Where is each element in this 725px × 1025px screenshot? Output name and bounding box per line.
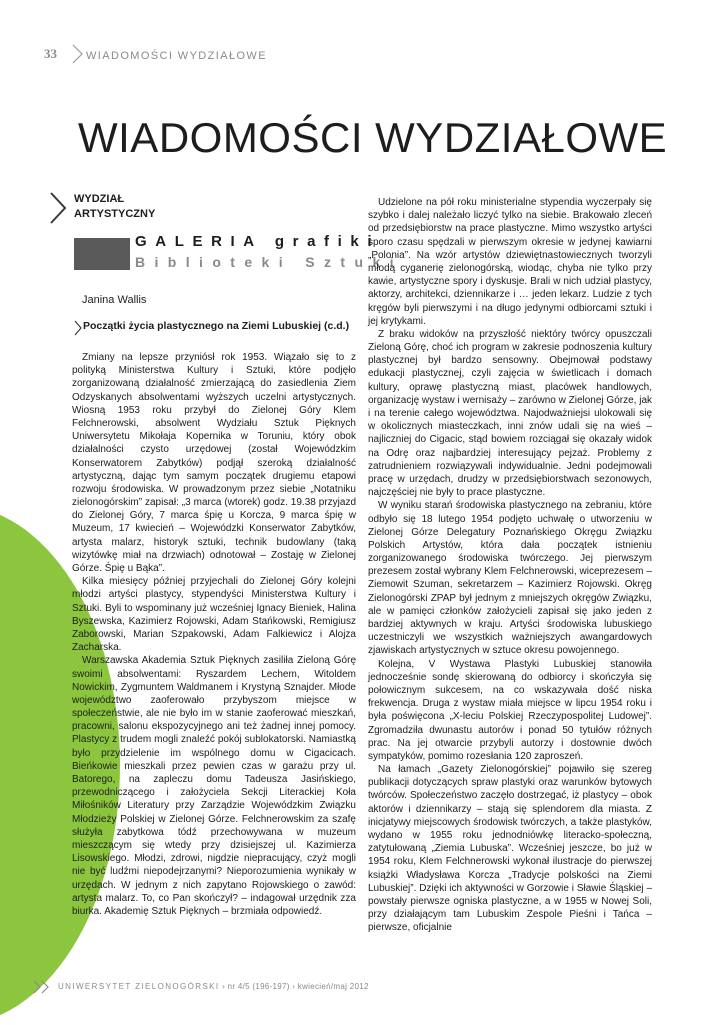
paragraph: Warszawska Akademia Sztuk Pięknych zasiliła Zieloną Górę swoimi absolwentami: Ryszardem Lechem, Witoldem Nowickim, Zygmuntem Waldmanem i Krystyną Sznajder. Młode województwo zaoferowało przybyszom miejsce w społeczeństwie, ale nie było im w stanie zaoferować mieszkań, pracowni, salonu ekspozycyjnego ani też żadnej innej pomocy. Plastycy z trudem mogli znaleźć pokój sublokatorski. Namiastką było przydzielenie im wspólnego domu w Cigacicach. Bieńkowie mieszkali przez pewien czas w garażu przy ul. Batorego, na zapleczu domu Tadeusza Jasińskiego, przewodniczącego i założyciela Sekcji Literackiej Koła Miłośników Literatury przy Zarządzie Wojewódzkim Związku Młodzieży Polskiej w Zielonej Górze. Felchnerowskim za szafę służyła zabytkowa tódź przechowywana w muzeum mieszczącym się wtedy przy dzisiejszej ul. Kazimierza Lisowskiego. Młodzi, zdrowi, nigdzie niepracujący, czyż mogli nie być ludźmi niepodejrzanymi? Nieporozumienia wynikały w urzędach. W jednym z nich zapytano Rojowskiego o zawód: artysta malarz. To, co Pan skończył? – indagował urzędnik zza biurka. Akademię Sztuk Pięknych – brzmiała odpowiedź.	[72, 655, 356, 917]
article-author: Janina Wallis	[82, 294, 147, 306]
double-chevron-right-icon	[32, 980, 54, 994]
page-title: WIADOMOŚCI WYDZIAŁOWE	[78, 114, 668, 161]
footer-university: UNIWERSYTET ZIELONOGÓRSKI	[58, 982, 220, 991]
footer	[58, 982, 369, 991]
paragraph: Udzielone na pół roku ministerialne stypendia wyczerpały się szybko i dalej należało liczyć tylko na siebie. Brakowało zleceń od przedsiębiorstw na prace plastyczne. Mimo wszystko artyści sporo czasu spędzali w pierwszym okresie w jedynej kawiarni „Polonia”. Na wzór artystów dziewiętnastowiecznych tworzyli młodą cyganerię zielonogórską, wiodąc, chyba nie tylko przy kawie, artystyczne spory i dyskusje. Brali w nich udział plastycy, aktorzy, architekci, dziennikarze i … jeden lekarz. Ludzie z tych kręgów byli pierwszymi i na długo jedynymi odbiorcami sztuki i jej krytykami.	[368, 197, 652, 327]
paragraph: Kolejna, V Wystawa Plastyki Lubuskiej stanowiła jednocześnie sondę skierowaną do odbiorcy i skończyła się połowicznym sukcesem, na co wskazywała dość niska frekwencja. Druga z wystaw miała miejsce w lipcu 1954 roku i była poświęcona „X-leciu Polskiej Rzeczypospolitej Ludowej”. Zgromadziła dwunastu autorów i ponad 50 tytułów różnych prac. Na jej otwarcie przybyli autorzy i dostownie dwóch sympatyków, pomimo rozesłania 120 zaproszeń.	[368, 658, 652, 762]
paragraph: Zmiany na lepsze przyniósł rok 1953. Wiązało się to z polityką Ministerstwa Kultury i Sztuki, które podjęło zorganizowaną działalność zmierzającą do zasiedlenia Ziem Odzyskanych absolwentami wyższych uczelni artystycznych. Wiosną 1953 roku przybył do Zielonej Góry Klem Felchnerowski, absolwent Wydziału Sztuk Pięknych Uniwersytetu Mikołaja Kopernika w Toruniu, który obok działalności czysto urzędowej (został Wojewódzkim Konserwatorem Zabytków) podjął szeroką działalność artystyczną, dając tym samym początek drugiemu etapowi rozwoju środowiska. W prowadzonym przez siebie „Notatniku zielonogórskim” zapisał: „3 marca (wtorek) godz. 19.38 przyjazd do Zielonej Góry, 7 marca śpię u Korcza, 9 marca śpię w Muzeum, 17 kwiecień – Wojewódzki Konserwator Zabytków, artysta malarz, historyk sztuki, technik budowlany (taką wizytówkę miał na drzwiach) odnotował – Zostaję w Zielonej Górze. Śpię u Bąka”.	[72, 352, 356, 574]
paragraph: Z braku widoków na przyszłość niektóry twórcy opuszczali Zieloną Górę, choć ich program w zakresie podnoszenia kultury plastycznej był bardzo sensowny. Obejmował podstawy edukacji plastycznej, czyli zajęcia w świetlicach i domach kultury, oprawę plastyczną miast, placówek handlowych, organizację wystaw i wernisaży – zarówno w Zielonej Górze, jak i na terenie całego województwa. Najodważniejsi ulokowali się w okolicznych miasteczkach, inni znów udali się na wieś – najliczniej do Cigacic, stąd bowiem rozciągał się okazały widok na Odrę oraz najbardziej interesujący pejzaż. Problemy z zatrudnieniem rozwiązywali indywidualnie. Jedni podejmowali pracę w urzędach, drudzy w przedsiębiorstwach sezonowych, najczęściej nie były to prace plastyczne.	[368, 328, 653, 499]
page-number: 33	[44, 46, 57, 61]
footer-separator-icon: ›	[222, 982, 228, 991]
section-label-line2: ARTYSTYCZNY	[74, 208, 156, 220]
galeria-logo-block	[74, 238, 130, 270]
footer-separator-icon: ›	[292, 982, 298, 991]
footer-date: kwiecień/maj 2012	[297, 982, 369, 991]
paragraph: W wyniku starań środowiska plastycznego na zebraniu, które odbyło się 18 lutego 1954 podjęto uchwałę o utworzeniu w Zielonej Górze Delegatury Poznańskiego Okręgu Związku Polskich Artystów, która dała początek istnieniu zorganizowanego środowiska twórczego. Jej pierwszym prezesem został wybrany Klem Felchnerowski, wiceprezesem – Ziemowit Szuman, sekretarzem – Kazimierz Rojowski. Okręg Zielonogórski ZPAP był jednym z mniejszych okręgów Związku, ale w pamięci członków założycieli zapisał się jako jeden z bardziej aktywnych w kraju. Artyści środowiska lubuskiego uczestniczyli we wszystkich ważniejszych awangardowych zjawiskach artystycznych w sztuce okresu powojennego.	[368, 500, 652, 657]
section-label	[74, 192, 155, 222]
galeria-heading: GALERIA grafiki	[135, 233, 381, 250]
paragraph: Kilka miesięcy później przyjechali do Zielonej Góry kolejni młodzi artyści plastycy, stypendyści Ministerstwa Kultury i Sztuki. Byli to wspominany już wcześniej Ignacy Bieniek, Halina Byszewska, Kazimierz Rojowski, Adam Stańkowski, Remigiusz Zaborowski, Marian Szpakowski, Adam Falkiewicz i Alojza Zacharska.	[72, 576, 356, 654]
galeria-subheading: Biblioteki Sztuki	[135, 254, 403, 270]
section-label-line1: WYDZIAŁ	[74, 193, 125, 205]
article-title: Początki życia plastycznego na Ziemi Lubuskiej (c.d.)	[83, 320, 350, 332]
chevron-right-icon	[48, 192, 68, 224]
chevron-right-icon	[70, 44, 84, 64]
footer-issue: nr 4/5 (196-197)	[227, 982, 290, 991]
paragraph: Na łamach „Gazety Zielonogórskiej” pojawiło się szereg publikacji dotyczących spraw plastyki oraz warunków bytowych twórców. Społeczeństwo zaczęło dostrzegać, iż plastycy – obok aktorów i dziennikarzy – stają się splendorem dla miasta. Z inicjatywy miejscowych środowisk twórczych, a także plastyków, wydano w 1955 roku jednodniówkę literacko-społeczną, zatytułowaną „Ziemia Lubuska”. Wcześniej jeszcze, bo już w 1954 roku, Klem Felchnerowski wykonał ilustracje do pierwszej książki Władysława Korcza „Tradycje polskości na Ziemi Lubuskiej”. Dzięki ich aktywności w Gorzowie i Sławie Śląskiej – powstały pierwsze ogniska plastyczne, a w 1955 w Nowej Soli, przy działającym tam Lubuskim Zespole Pieśni i Tańca – pierwsze, oficjalnie	[368, 764, 652, 934]
right-column	[368, 196, 652, 935]
running-header-label: WIADOMOŚCI WYDZIAŁOWE	[86, 50, 267, 62]
left-column	[72, 351, 356, 918]
chevron-right-icon	[73, 320, 83, 336]
